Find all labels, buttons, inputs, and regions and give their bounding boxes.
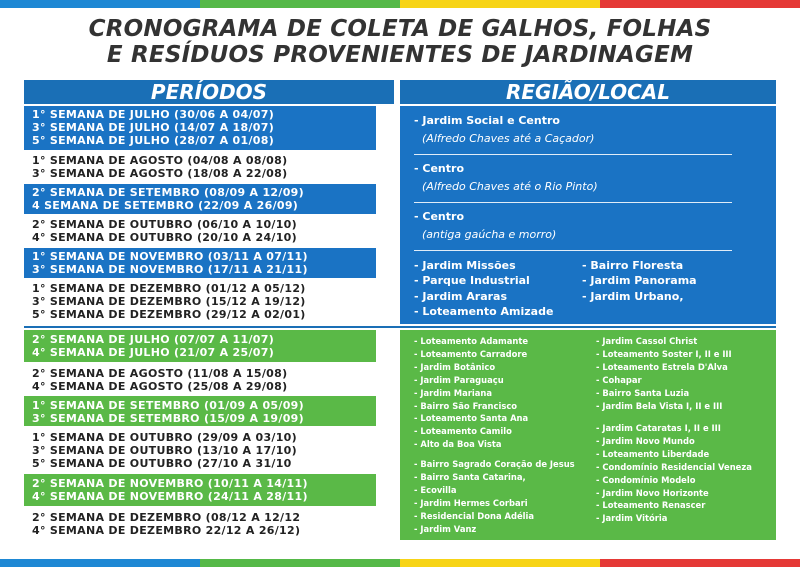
blue-list-left bbox=[414, 258, 584, 320]
period-row bbox=[24, 152, 376, 182]
list-item: - Condomínio Residencial Veneza bbox=[596, 461, 752, 472]
list-item: - Jardim Hermes Corbari bbox=[414, 497, 528, 508]
green-list-left-b bbox=[414, 458, 599, 535]
list-item: - Jardim Bela Vista I, II e III bbox=[596, 400, 723, 411]
period-line: 1° SEMANA DE SETEMBRO (01/09 A 05/09) bbox=[32, 399, 304, 412]
top-color-stripe bbox=[0, 0, 800, 8]
green-list-right-a bbox=[596, 335, 772, 412]
period-line: 4° SEMANA DE JULHO (21/07 A 25/07) bbox=[32, 346, 275, 359]
period-line: 3° SEMANA DE AGOSTO (18/08 A 22/08) bbox=[32, 167, 288, 180]
region-divider bbox=[414, 202, 732, 203]
list-item: - Jardim Novo Mundo bbox=[596, 435, 695, 446]
region-header: REGIÃO/LOCAL bbox=[400, 80, 776, 104]
period-row bbox=[24, 428, 376, 472]
list-item: - Jardim Missões bbox=[414, 259, 516, 272]
green-list-right-b bbox=[596, 422, 772, 525]
period-row bbox=[24, 396, 376, 426]
list-item: - Jardim Novo Horizonte bbox=[596, 487, 709, 498]
period-line: 5° SEMANA DE OUTUBRO (27/10 A 31/10 bbox=[32, 457, 292, 470]
period-line: 4 SEMANA DE SETEMBRO (22/09 A 26/09) bbox=[32, 199, 299, 212]
list-item: - Bairro São Francisco bbox=[414, 400, 518, 411]
period-row bbox=[24, 106, 376, 150]
period-line: 2° SEMANA DE OUTUBRO (06/10 A 10/10) bbox=[32, 218, 297, 231]
region-name: - Centro bbox=[414, 210, 464, 223]
period-line: 3° SEMANA DE NOVEMBRO (17/11 A 21/11) bbox=[32, 263, 308, 276]
list-item: - Jardim Cassol Christ bbox=[596, 336, 698, 346]
list-item: - Parque Industrial bbox=[414, 274, 530, 288]
list-item: - Loteamento Santa Ana bbox=[414, 413, 529, 424]
period-row bbox=[24, 248, 376, 278]
period-line: 3° SEMANA DE JULHO (14/07 A 18/07) bbox=[32, 121, 275, 134]
period-line: 2° SEMANA DE AGOSTO (11/08 A 15/08) bbox=[32, 367, 288, 380]
period-line: 4° SEMANA DE OUTUBRO (20/10 A 24/10) bbox=[32, 231, 297, 244]
list-item: - Bairro Sagrado Coração de Jesus bbox=[414, 459, 575, 469]
list-item: - Loteamento Carradore bbox=[414, 348, 528, 359]
period-row bbox=[24, 364, 376, 394]
list-item: - Cohapar bbox=[596, 374, 642, 385]
region-divider bbox=[414, 250, 732, 251]
green-list-left-a bbox=[414, 335, 594, 451]
period-line: 1° SEMANA DE NOVEMBRO (03/11 A 07/11) bbox=[32, 250, 308, 263]
period-line: 1° SEMANA DE JULHO (30/06 A 04/07) bbox=[32, 108, 275, 121]
blue-list-right bbox=[582, 258, 762, 304]
period-row bbox=[24, 216, 376, 246]
list-item: - Jardim Cataratas I, II e III bbox=[596, 423, 721, 433]
period-line: 4° SEMANA DE NOVEMBRO (24/11 A 28/11) bbox=[32, 490, 308, 503]
list-item: - Jardim Araras bbox=[414, 289, 508, 303]
period-line: 4° SEMANA DE AGOSTO (25/08 A 29/08) bbox=[32, 380, 288, 393]
region-desc: (Alfredo Chaves até o Rio Pinto) bbox=[422, 180, 598, 193]
period-line: 5° SEMANA DE DEZEMBRO (29/12 A 02/01) bbox=[32, 308, 306, 321]
period-line: 1° SEMANA DE DEZEMBRO (01/12 A 05/12) bbox=[32, 282, 306, 295]
region-block bbox=[414, 114, 744, 158]
region-desc: (antiga gaúcha e morro) bbox=[422, 228, 557, 241]
list-item: - Jardim Botânico bbox=[414, 361, 496, 372]
title-line-2: E RESÍDUOS PROVENIENTES DE JARDINAGEM bbox=[106, 42, 694, 68]
list-item: - Jardim Vitória bbox=[596, 513, 668, 524]
list-item: - Loteamento Camilo bbox=[414, 426, 512, 437]
region-name: - Jardim Social e Centro bbox=[414, 114, 560, 127]
list-item: - Alto da Boa Vista bbox=[414, 439, 502, 450]
period-line: 5° SEMANA DE JULHO (28/07 A 01/08) bbox=[32, 134, 275, 147]
list-item: - Loteamento Soster I, II e III bbox=[596, 348, 732, 359]
page-title bbox=[0, 16, 800, 68]
period-line: 2° SEMANA DE NOVEMBRO (10/11 A 14/11) bbox=[32, 477, 308, 490]
period-line: 3° SEMANA DE OUTUBRO (13/10 A 17/10) bbox=[32, 444, 297, 457]
list-item: - Jardim Vanz bbox=[414, 523, 477, 534]
list-item: - Jardim Panorama bbox=[582, 274, 697, 288]
list-item: - Loteamento Adamante bbox=[414, 336, 529, 346]
green-region-panel bbox=[400, 330, 776, 540]
period-line: 1° SEMANA DE AGOSTO (04/08 A 08/08) bbox=[32, 154, 288, 167]
period-line: 3° SEMANA DE DEZEMBRO (15/12 A 19/12) bbox=[32, 295, 306, 308]
period-line: 1° SEMANA DE OUTUBRO (29/09 A 03/10) bbox=[32, 431, 297, 444]
region-block bbox=[414, 210, 744, 254]
list-item: - Residencial Dona Adélia bbox=[414, 510, 535, 521]
list-item: - Jardim Urbano, bbox=[582, 289, 684, 303]
list-item: - Loteamento Renascer bbox=[596, 500, 706, 511]
region-block bbox=[414, 162, 744, 206]
region-divider bbox=[414, 154, 732, 155]
period-line: 2° SEMANA DE JULHO (07/07 A 11/07) bbox=[32, 333, 275, 346]
blue-region-panel bbox=[400, 106, 776, 324]
section-divider bbox=[24, 326, 776, 328]
period-row bbox=[24, 184, 376, 214]
period-line: 4° SEMANA DE DEZEMBRO 22/12 A 26/12) bbox=[32, 524, 301, 537]
list-item: - Loteamento Estrela D'Alva bbox=[596, 361, 728, 372]
list-item: - Jardim Paraguaçu bbox=[414, 374, 504, 385]
title-line-1: CRONOGRAMA DE COLETA DE GALHOS, FOLHAS bbox=[88, 16, 712, 42]
list-item: - Bairro Santa Catarina, bbox=[414, 471, 526, 482]
list-item: - Bairro Floresta bbox=[582, 259, 684, 272]
bottom-color-stripe bbox=[0, 559, 800, 567]
list-item: - Jardim Mariana bbox=[414, 387, 493, 398]
region-desc: (Alfredo Chaves até a Caçador) bbox=[422, 132, 595, 145]
list-item: - Loteamento Liberdade bbox=[596, 448, 710, 459]
period-row bbox=[24, 280, 376, 324]
period-line: 2° SEMANA DE SETEMBRO (08/09 A 12/09) bbox=[32, 186, 304, 199]
period-row bbox=[24, 508, 376, 540]
list-item: - Bairro Santa Luzia bbox=[596, 387, 690, 398]
period-row bbox=[24, 474, 376, 506]
periods-header: PERÍODOS bbox=[24, 80, 394, 104]
list-item: - Condomínio Modelo bbox=[596, 474, 696, 485]
period-row bbox=[24, 330, 376, 362]
list-item: - Loteamento Amizade bbox=[414, 305, 554, 319]
list-item: - Ecovilla bbox=[414, 484, 457, 495]
period-line: 2° SEMANA DE DEZEMBRO (08/12 A 12/12 bbox=[32, 511, 301, 524]
region-name: - Centro bbox=[414, 162, 464, 175]
period-line: 3° SEMANA DE SETEMBRO (15/09 A 19/09) bbox=[32, 412, 304, 425]
